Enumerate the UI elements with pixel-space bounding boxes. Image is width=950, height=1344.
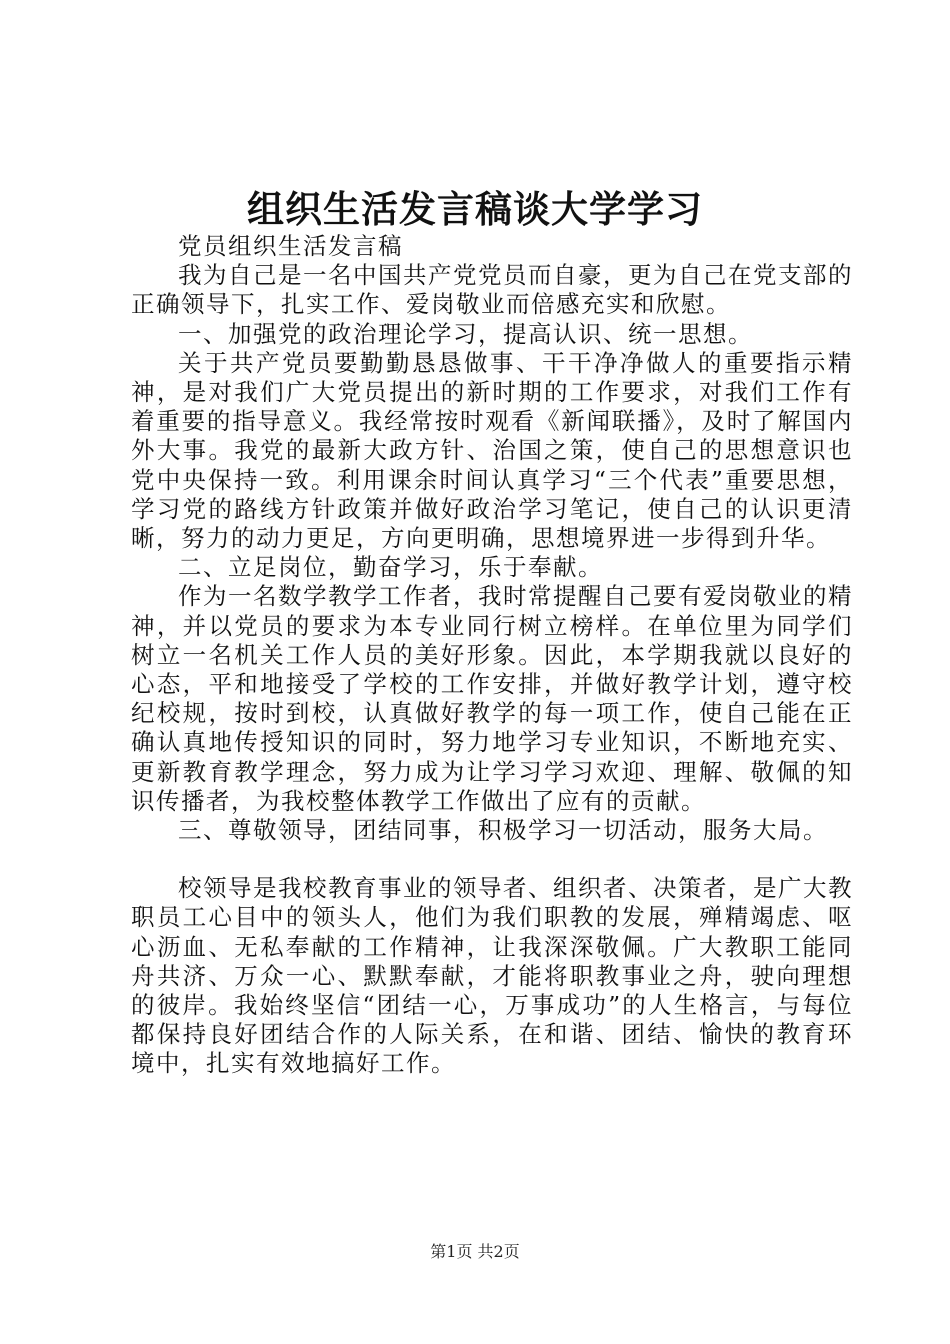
- paragraph-subtitle: 党员组织生活发言稿: [178, 232, 403, 260]
- paragraph-section-1: 关于共产党员要勤勤恳恳做事、干干净净做人的重要指示精神，是对我们广大党员提出的新时期的工作要求，对我们工作有着重要的指导意义。我经常按时观看《新闻联播》，及时了解国内外大事。我党的最新大政方针、治国之策，使自己的思想意识也党中央保持一致。利用课余时间认真学习“三个代表”重要思想，学习党的路线方针政策并做好政治学习笔记，使自己的认识更清晰，努力的动力更足，方向更明确，思想境界进一步得到升华。: [131, 348, 853, 553]
- page-footer: 第1页 共2页: [430, 1242, 520, 1261]
- section-heading-3: 三、尊敬领导，团结同事，积极学习一切活动，服务大局。: [178, 816, 828, 845]
- paragraph-section-2: 作为一名数学教学工作者，我时常提醒自己要有爱岗敬业的精神，并以党员的要求为本专业同行树立榜样。在单位里为同学们树立一名机关工作人员的美好形象。因此，本学期我就以良好的心态，平和地接受了学校的工作安排，并做好教学计划，遵守校纪校规，按时到校，认真做好教学的每一项工作，使自己能在正确认真地传授知识的同时，努力地学习专业知识，不断地充实、更新教育教学理念，努力成为让学习学习欢迎、理解、敬佩的知识传播者，为我校整体教学工作做出了应有的贡献。: [131, 582, 853, 815]
- section-heading-1: 一、加强党的政治理论学习，提高认识、统一思想。: [178, 319, 753, 348]
- paragraph-intro: 我为自己是一名中国共产党党员而自豪，更为自己在党支部的正确领导下，扎实工作、爱岗敬业而倍感充实和欣慰。: [131, 261, 853, 319]
- paragraph-section-3: 校领导是我校教育事业的领导者、组织者、决策者，是广大教职员工心目中的领头人，他们为我们职教的发展，殚精竭虑、呕心沥血、无私奉献的工作精神，让我深深敬佩。广大教职工能同舟共济、万众一心、默默奉献，才能将职教事业之舟，驶向理想的彼岸。我始终坚信“团结一心，万事成功”的人生格言，与每位都保持良好团结合作的人际关系，在和谐、团结、愉快的教育环境中，扎实有效地搞好工作。: [131, 874, 853, 1078]
- document-body: [131, 232, 853, 1079]
- section-heading-2: 二、立足岗位，勤奋学习，乐于奉献。: [178, 553, 603, 582]
- document-title: 组织生活发言稿谈大学学习: [247, 187, 703, 231]
